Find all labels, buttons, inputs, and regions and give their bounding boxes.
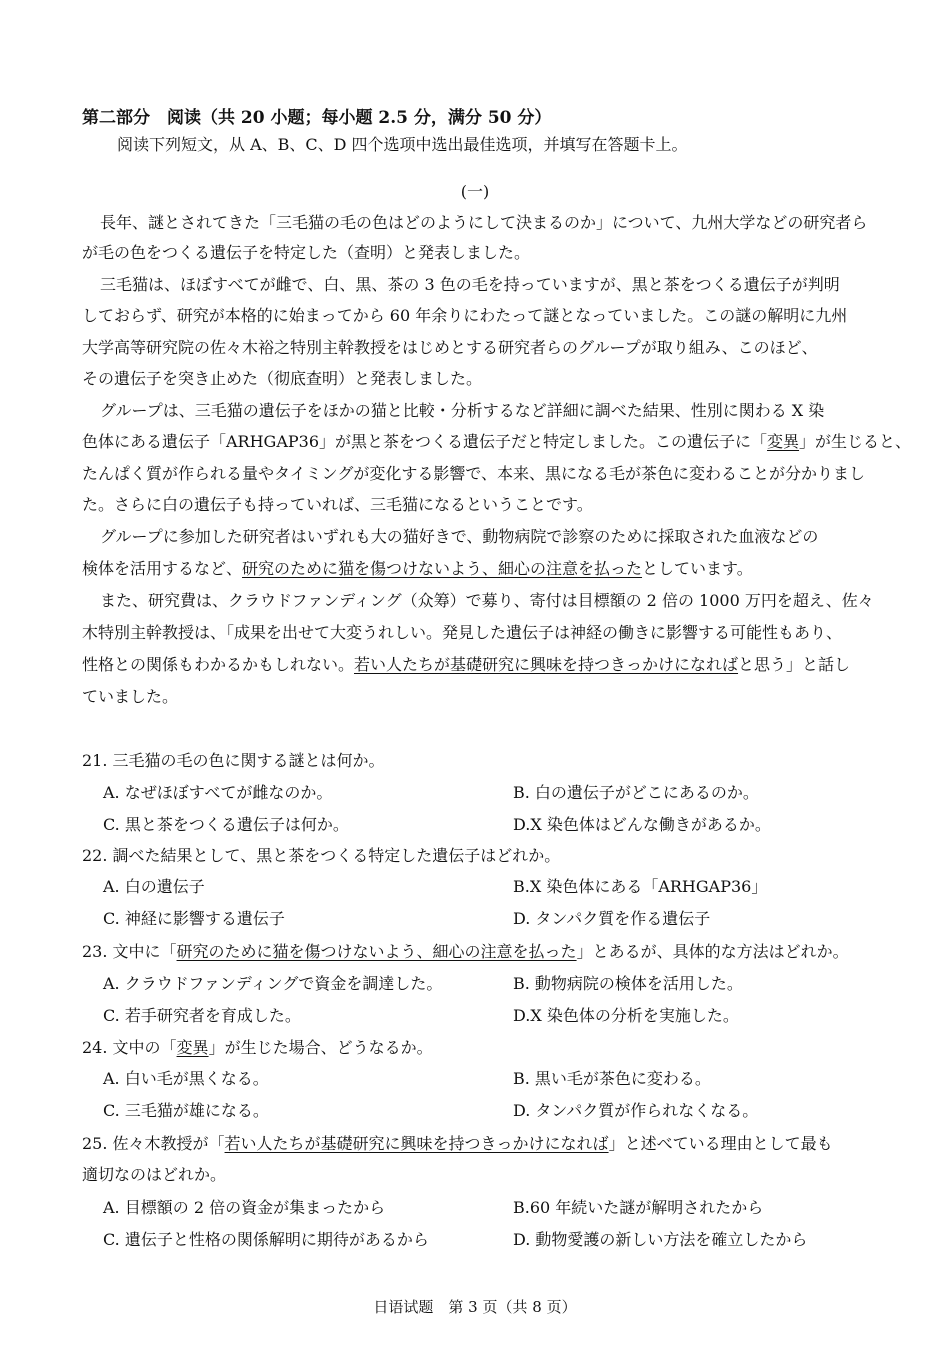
underlined-phrase: 若い人たちが基礎研究に興味を持つきっかけになれば (354, 655, 739, 674)
option-c: C. 神経に影響する遺伝子 (103, 909, 285, 928)
option-d: D.X 染色体の分析を実施した。 (513, 1006, 739, 1025)
option-b: B. 黒い毛が茶色に変わる。 (513, 1069, 711, 1088)
underlined-phrase: 変異 (176, 1038, 209, 1057)
passage-line: グループに参加した研究者はいずれも大の猫好きで、動物病院で診察のために採取された血液などの (100, 527, 819, 546)
option-b: B.X 染色体にある「ARHGAP36」 (513, 877, 768, 896)
question-stem: 23. 文中に「研究のために猫を傷つけないよう、細心の注意を払った」とあるが、具体的な方法はどれか。 (82, 942, 849, 961)
passage-line: グループは、三毛猫の遺伝子をほかの猫と比較・分析するなど詳細に調べた結果、性別に関わる X 染 (100, 401, 825, 420)
passage-line: 長年、謎とされてきた「三毛猫の毛の色はどのようにして決まるのか」について、九州大学などの研究者ら (100, 213, 868, 232)
question-stem: 22. 調べた結果として、黒と茶をつくる特定した遺伝子はどれか。 (82, 846, 561, 865)
passage-line: 性格との関係もわかるかもしれない。若い人たちが基礎研究に興味を持つきっかけになればと思う」と話し (82, 655, 851, 674)
question-stem-continued: 適切なのはどれか。 (82, 1165, 227, 1184)
option-a: A. なぜほぼすべてが雌なのか。 (103, 783, 333, 802)
option-b: B. 動物病院の検体を活用した。 (513, 974, 743, 993)
question-stem: 24. 文中の「変異」が生じた場合、どうなるか。 (82, 1038, 433, 1057)
passage-line: たんぱく質が作られる量やタイミングが変化する影響で、本来、黒になる毛が茶色に変わることが分かりまし (82, 464, 866, 483)
passage-line: しておらず、研究が本格的に始まってから 60 年余りにわたって謎となっていました。この謎の解明に九州 (82, 306, 848, 325)
option-a: A. 白い毛が黒くなる。 (103, 1069, 269, 1088)
passage-line: 大学高等研究院の佐々木裕之特別主幹教授をはじめとする研究者らのグループが取り組み、このほど、 (82, 338, 818, 357)
passage-line: 三毛猫は、ほぼすべてが雌で、白、黒、茶の 3 色の毛を持っていますが、黒と茶をつくる遺伝子が判明 (100, 275, 840, 294)
passage-line: 色体にある遺伝子「ARHGAP36」が黒と茶をつくる遺伝子だと特定しました。この遺伝子に「変異」が生じると、 (82, 432, 912, 451)
section-title: 第二部分 阅读（共 20 小题；每小题 2.5 分，满分 50 分） (82, 108, 552, 128)
passage-line: 検体を活用するなど、研究のために猫を傷つけないよう、細心の注意を払ったとしています。 (82, 559, 753, 578)
option-c: C. 三毛猫が雄になる。 (103, 1101, 269, 1120)
underlined-phrase: 研究のために猫を傷つけないよう、細心の注意を払った (176, 942, 577, 961)
underlined-phrase: 変異 (767, 432, 800, 451)
passage-line: 木特別主幹教授は、「成果を出せて大変うれしい。発見した遺伝子は神経の働きに影響する可能性もあり、 (82, 623, 843, 642)
passage-line: ていました。 (82, 687, 179, 706)
option-d: D. タンパク質が作られなくなる。 (513, 1101, 759, 1120)
option-c: C. 黒と茶をつくる遺伝子は何か。 (103, 815, 349, 834)
option-d: D. 動物愛護の新しい方法を確立したから (513, 1230, 808, 1249)
page-footer: 日语试题 第 3 页（共 8 页） (373, 1298, 577, 1316)
option-b: B.60 年続いた謎が解明されたから (513, 1198, 764, 1217)
question-stem: 21. 三毛猫の毛の色に関する謎とは何か。 (82, 751, 385, 770)
option-d: D.X 染色体はどんな働きがあるか。 (513, 815, 771, 834)
option-c: C. 若手研究者を育成した。 (103, 1006, 301, 1025)
question-stem: 25. 佐々木教授が「若い人たちが基礎研究に興味を持つきっかけになれば」と述べている理由として最も (82, 1134, 833, 1153)
option-a: A. クラウドファンディングで資金を調達した。 (103, 974, 443, 993)
passage-line: た。さらに白の遺伝子も持っていれば、三毛猫になるということです。 (82, 495, 593, 514)
underlined-phrase: 研究のために猫を傷つけないよう、細心の注意を払った (242, 559, 643, 578)
option-b: B. 白の遺伝子がどこにあるのか。 (513, 783, 759, 802)
option-a: A. 目標額の 2 倍の資金が集まったから (103, 1198, 386, 1217)
instructions: 阅读下列短文，从 A、B、C、D 四个选项中选出最佳选项，并填写在答题卡上。 (117, 135, 688, 154)
option-a: A. 白の遺伝子 (103, 877, 205, 896)
passage-line: また、研究費は、クラウドファンディング（众筹）で募り、寄付は目標額の 2 倍の 1000 万円を超え、佐々 (100, 591, 874, 610)
passage-line: その遺伝子を突き止めた（彻底查明）と発表しました。 (82, 369, 483, 388)
passage-number: (一) (460, 182, 490, 201)
passage-line: が毛の色をつくる遺伝子を特定した（查明）と発表しました。 (82, 243, 531, 262)
option-c: C. 遺伝子と性格の関係解明に期待があるから (103, 1230, 429, 1249)
underlined-phrase: 若い人たちが基礎研究に興味を持つきっかけになれば (224, 1134, 609, 1153)
option-d: D. タンパク質を作る遺伝子 (513, 909, 711, 928)
